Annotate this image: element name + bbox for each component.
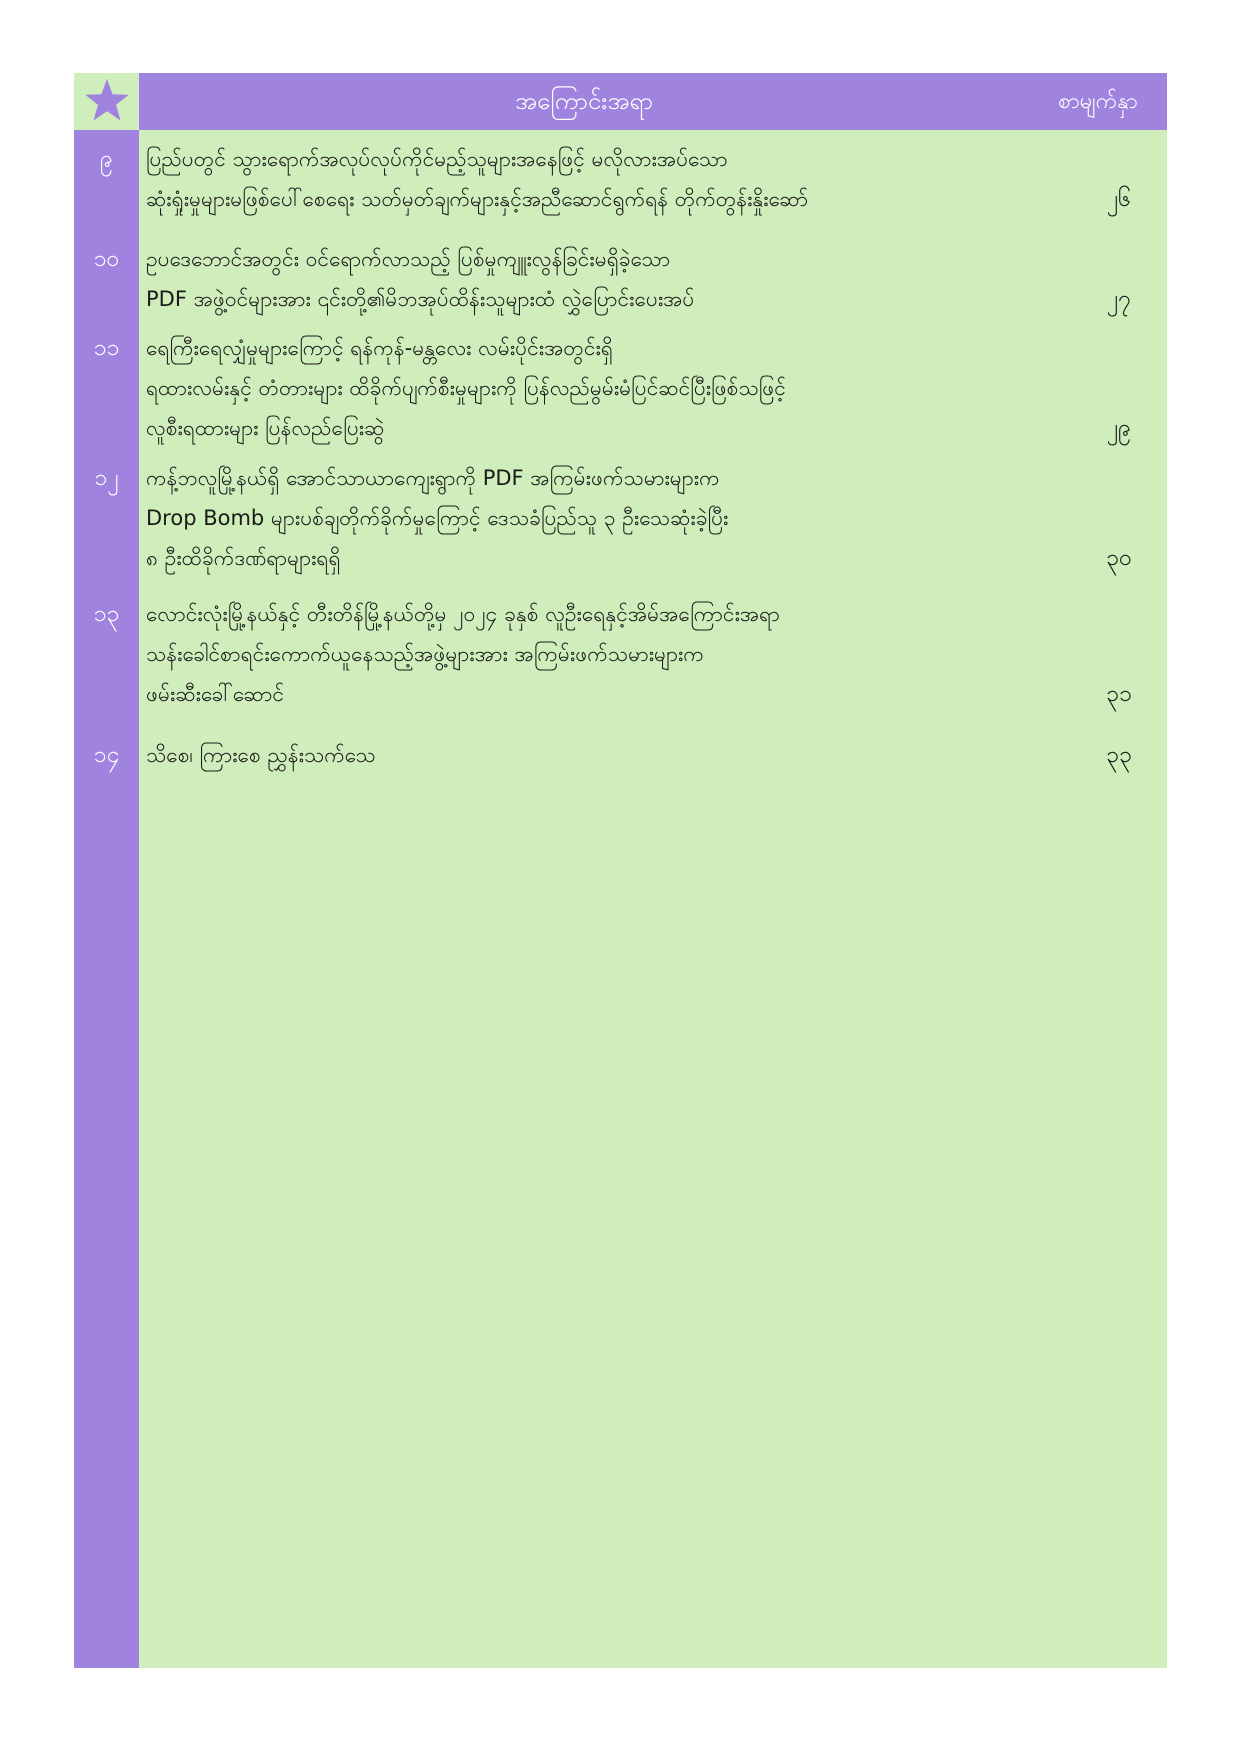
- entry-title-line: ရေကြီးရေလျှံမှုများကြောင့် ရန်ကုန်-မန္တလေး လမ်းပိုင်းအတွင်းရှိ: [146, 336, 613, 360]
- entry-title-line: ပြည်ပတွင် သွားရောက်အလုပ်လုပ်ကိုင်မည့်သူများအနေဖြင့် မလိုလားအပ်သော: [146, 147, 728, 171]
- entry-title-line: သိစေ၊ ကြားစေ ညွှန်းသက်သေ: [146, 743, 376, 767]
- entry-number: ၁၀: [93, 246, 120, 272]
- entry-title: [146, 594, 1046, 714]
- entry-page-number: ၃၃: [1106, 742, 1132, 768]
- entry-title: [146, 735, 1046, 775]
- toc-entry[interactable]: [74, 594, 1167, 714]
- entry-title: [146, 139, 1046, 219]
- entry-title: [146, 328, 1046, 448]
- contents-heading: အကြောင်းအရာ: [515, 87, 653, 115]
- entry-number: ၁၃: [93, 601, 120, 627]
- entry-title: [146, 458, 1046, 578]
- entry-number: ၁၁: [93, 335, 120, 361]
- entry-page-number: ၂၆: [1106, 186, 1132, 212]
- entry-page-number: ၃၁: [1106, 681, 1132, 707]
- entry-title-line: ၈ ဦးထိခိုက်ဒဏ်ရာများရရှိ: [146, 546, 341, 570]
- entry-title-line: ဆုံးရှုံးမှုများမဖြစ်ပေါ်စေရေး သတ်မှတ်ချက်များနှင့်အညီဆောင်ရွက်ရန် တိုက်တွန်းနှိုးဆော်: [146, 187, 809, 211]
- entry-number: ၁၄: [93, 742, 120, 768]
- entry-title-line: ကန့်ဘလူမြို့နယ်ရှိ အောင်သာယာကျေးရွာကို PDF အကြမ်းဖက်သမားများက: [146, 466, 720, 490]
- entry-page-number: ၂၇: [1106, 286, 1132, 312]
- entry-title-line: လောင်းလုံးမြို့နယ်နှင့် တီးတိန်မြို့နယ်တို့မှ ၂၀၂၄ ခုနှစ် လူဦးရေနှင့်အိမ်အကြောင်းအရာ: [146, 602, 780, 626]
- entry-title-line: Drop Bomb များပစ်ချတိုက်ခိုက်မှုကြောင့် ဒေသခံပြည်သူ ၃ ဦးသေဆုံးခဲ့ပြီး: [146, 506, 729, 530]
- header-bar: [139, 73, 1167, 130]
- toc-entry[interactable]: [74, 328, 1167, 448]
- toc-entry[interactable]: [74, 458, 1167, 578]
- entry-page-number: ၃၀: [1106, 545, 1132, 571]
- entry-title-line: ရထားလမ်းနှင့် တံတားများ ထိခိုက်ပျက်စီးမှုများကို ပြန်လည်မွမ်းမံပြင်ဆင်ပြီးဖြစ်သဖြင့်: [146, 376, 786, 400]
- toc-entry[interactable]: [74, 735, 1167, 775]
- toc-entry[interactable]: [74, 239, 1167, 319]
- header-corner: [74, 73, 139, 130]
- entry-title-line: ဥပဒေဘောင်အတွင်း ဝင်ရောက်လာသည့် ပြစ်မှုကျူးလွန်ခြင်းမရှိခဲ့သော: [146, 247, 671, 271]
- entry-number: ၉: [100, 146, 113, 172]
- entry-title-line: သန်းခေါင်စာရင်းကောက်ယူနေသည့်အဖွဲ့များအား အကြမ်းဖက်သမားများက: [146, 642, 704, 666]
- table-of-contents: [74, 73, 1167, 1668]
- star-icon: [84, 78, 130, 126]
- entry-title: [146, 239, 1046, 319]
- entry-number: ၁၂: [94, 465, 119, 491]
- entry-page-number: ၂၉: [1106, 415, 1132, 441]
- page-column-heading: စာမျက်နှာ: [1058, 89, 1138, 114]
- entry-title-line: PDF အဖွဲ့ဝင်များအား ၎င်းတို့၏မိဘအုပ်ထိန်းသူများထံ လွှဲပြောင်းပေးအပ်: [146, 287, 695, 311]
- entry-title-line: လူစီးရထားများ ပြန်လည်ပြေးဆွဲ: [146, 416, 385, 440]
- toc-entry[interactable]: [74, 139, 1167, 219]
- entry-title-line: ဖမ်းဆီးခေါ်ဆောင်: [146, 682, 284, 706]
